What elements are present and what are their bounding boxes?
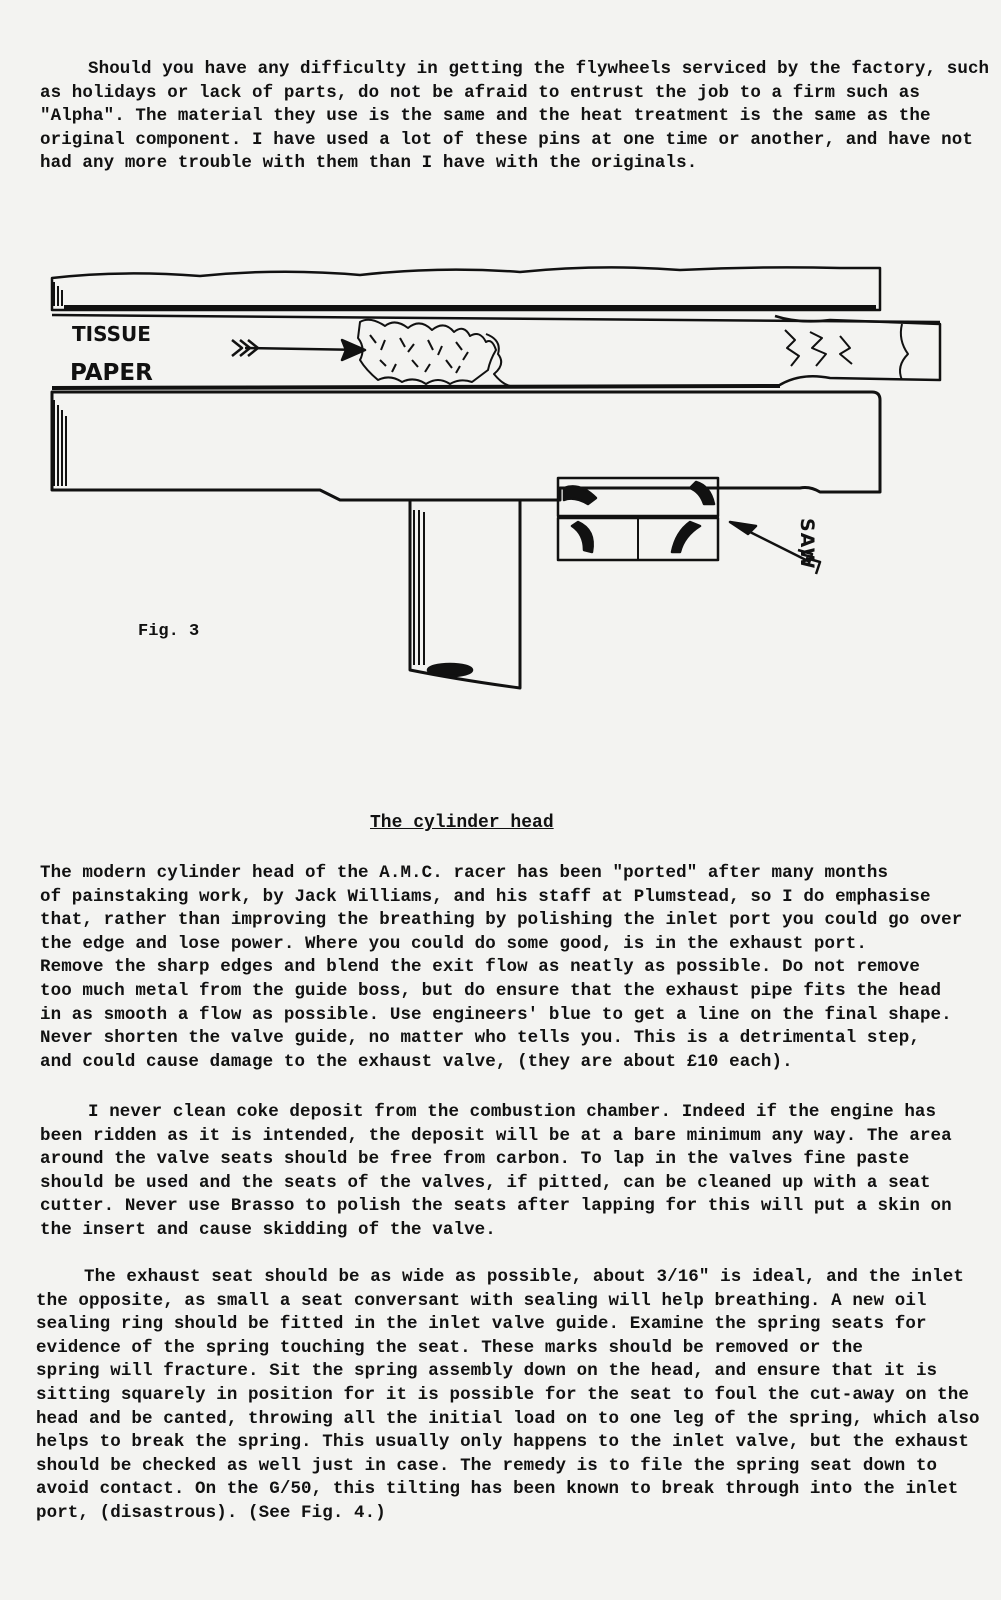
text-line: should be used and the seats of the valves, if pitted, can be cleaned up with a seat: [40, 1172, 931, 1193]
text-line: the insert and cause skidding of the valve.: [40, 1219, 496, 1240]
section-heading: The cylinder head: [370, 813, 554, 833]
text-line: helps to break the spring. This usually only happens to the inlet valve, but the exhaust: [36, 1432, 969, 1453]
text-line: port, (disastrous). (See Fig. 4.): [36, 1502, 386, 1523]
text-line: evidence of the spring touching the seat. These marks should be removed or the: [36, 1337, 863, 1358]
text-line: spring will fracture. Sit the spring assembly down on the head, and ensure that it is: [36, 1361, 938, 1382]
text-line: been ridden as it is intended, the deposit will be at a bare minimum any way. The area: [40, 1125, 952, 1146]
text-line: Remove the sharp edges and blend the exit flow as neatly as possible. Do not remove: [40, 957, 920, 978]
paragraph-cylinder-head: [40, 862, 962, 1074]
text-line: too much metal from the guide boss, but do ensure that the exhaust pipe fits the head: [40, 980, 942, 1001]
text-line: The modern cylinder head of the A.M.C. racer has been "ported" after many months: [40, 863, 889, 883]
valve-guide-drawing: [40, 260, 970, 720]
text-line: of painstaking work, by Jack Williams, and his staff at Plumstead, so I do emphasise: [40, 886, 931, 907]
label-paper: PAPER: [70, 360, 153, 386]
text-line: original component. I have used a lot of these pins at one time or another, and have not: [40, 129, 973, 150]
text-line: sealing ring should be fitted in the inlet valve guide. Examine the spring seats for: [36, 1314, 927, 1335]
text-line: sitting squarely in position for it is possible for the seat to foul the cut-away on the: [36, 1384, 969, 1405]
text-line: "Alpha". The material they use is the same and the heat treatment is the same as the: [40, 106, 931, 127]
text-line: the opposite, as small a seat conversant with sealing will help breathing. A new oil: [36, 1290, 927, 1311]
text-line: cutter. Never use Brasso to polish the seats after lapping for this will put a skin on: [40, 1196, 952, 1217]
text-line: and could cause damage to the exhaust valve, (they are about £10 each).: [40, 1051, 793, 1072]
figure-3-valve-guide-illustration: [40, 260, 970, 720]
text-line: avoid contact. On the G/50, this tilting has been known to break through into the inlet: [36, 1479, 959, 1500]
label-tissue: TISSUE: [72, 322, 151, 346]
text-line: I never clean coke deposit from the combustion chamber. Indeed if the engine has: [88, 1102, 937, 1122]
figure-caption: Fig. 3: [138, 622, 200, 641]
text-line: as holidays or lack of parts, do not be afraid to entrust the job to a firm such as: [40, 82, 920, 103]
text-line: the edge and lose power. Where you could do some good, is in the exhaust port.: [40, 933, 867, 954]
text-line: around the valve seats should be free from carbon. To lap in the valves fine paste: [40, 1149, 910, 1170]
paragraph-flywheels: [40, 58, 989, 176]
text-line: in as smooth a flow as possible. Use engineers' blue to get a line on the final shape.: [40, 1004, 952, 1025]
text-line: Never shorten the valve guide, no matter who tells you. This is a detrimental step,: [40, 1028, 920, 1049]
text-line: The exhaust seat should be as wide as possible, about 3/16" is ideal, and the inlet: [84, 1267, 964, 1287]
text-line: should be checked as well just in case. The remedy is to file the spring seat down to: [36, 1455, 938, 1476]
label-saw: SAW: [796, 518, 818, 570]
paragraph-coke-deposit: [40, 1101, 952, 1243]
text-line: that, rather than improving the breathing by polishing the inlet port you could go over: [40, 910, 963, 931]
text-line: Should you have any difficulty in getting the flywheels serviced by the factory, such: [88, 59, 990, 79]
text-line: had any more trouble with them than I have with the originals.: [40, 153, 698, 174]
paragraph-exhaust-seat: [36, 1266, 980, 1526]
text-line: head and be canted, throwing all the initial load on to one leg of the spring, which also: [36, 1408, 980, 1429]
